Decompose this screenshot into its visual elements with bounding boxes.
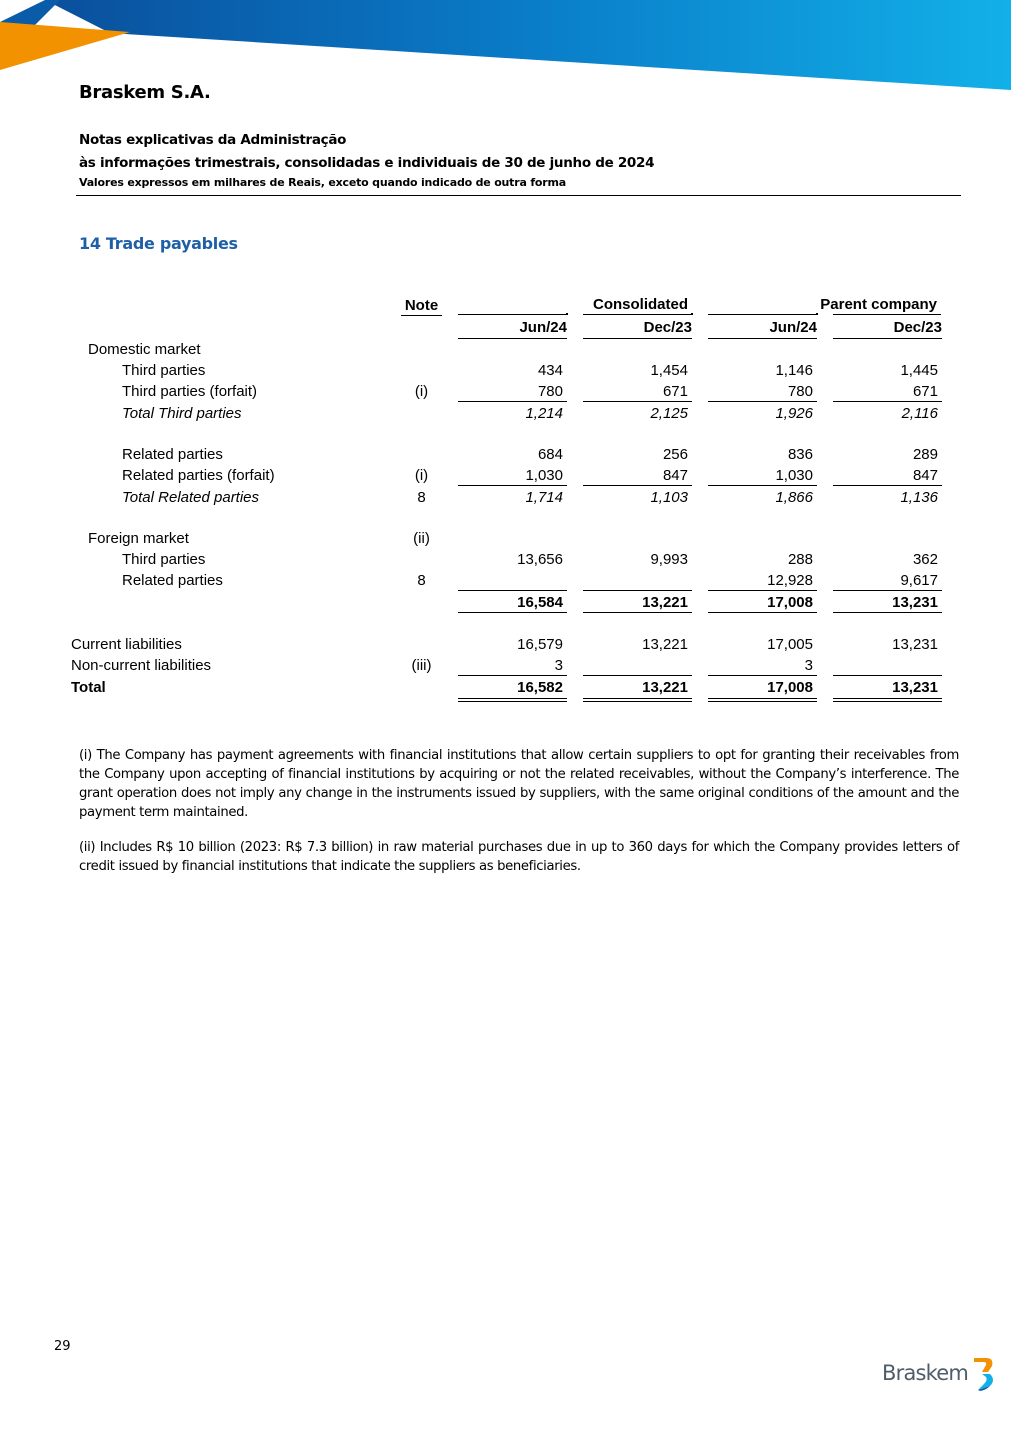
row-note: 8 [417, 489, 426, 506]
table-cell: 1,866 [775, 489, 813, 506]
table-cell: 13,231 [892, 636, 938, 653]
section-title: 14 Trade payables [79, 234, 238, 253]
rule [583, 338, 692, 339]
table-cell: 1,136 [900, 489, 938, 506]
header-divider [76, 195, 961, 196]
row-label-domestic-market: Domestic market [88, 341, 201, 358]
braskem-logo [882, 1356, 997, 1396]
rule [708, 675, 817, 676]
rule [833, 612, 942, 613]
rule [833, 675, 942, 676]
table-cell: 1,214 [525, 405, 563, 422]
row-note: (iii) [411, 657, 432, 674]
table-cell: 289 [912, 446, 938, 463]
double-rule [583, 698, 692, 702]
row-label: Third parties (forfait) [122, 383, 258, 400]
row-label-noncurrent-liabilities: Non-current liabilities [71, 657, 212, 674]
row-label: Related parties [122, 572, 223, 589]
row-note: (i) [414, 467, 429, 484]
table-cell: 362 [912, 551, 938, 568]
rule [401, 315, 442, 316]
table-cell: 1,926 [775, 405, 813, 422]
table-cell: 17,005 [767, 636, 813, 653]
consolidated-group-header: Consolidated [592, 296, 688, 313]
row-note: 8 [417, 572, 426, 589]
rule [833, 590, 942, 591]
row-label: Related parties (forfait) [122, 467, 275, 484]
table-cell: 684 [537, 446, 563, 463]
row-label-total: Total Related parties [122, 489, 260, 506]
rule [583, 401, 692, 402]
page-number: 29 [54, 1339, 71, 1354]
rule [458, 314, 566, 315]
table-cell: 1,714 [525, 489, 563, 506]
rule [708, 612, 817, 613]
table-cell: 1,030 [525, 467, 563, 484]
table-cell: 1,454 [650, 362, 688, 379]
table-cell: 1,445 [900, 362, 938, 379]
table-cell: 3 [554, 657, 563, 674]
col-header-cons-jun24: Jun/24 [519, 319, 567, 336]
rule [458, 612, 567, 613]
rule-dot [566, 313, 568, 315]
rule [583, 675, 692, 676]
rule [458, 401, 567, 402]
rule [458, 338, 567, 339]
table-cell: 847 [912, 467, 938, 484]
subtotal-cell: 13,231 [892, 594, 938, 611]
table-cell: 1,030 [775, 467, 813, 484]
table-cell: 780 [537, 383, 563, 400]
table-cell: 434 [537, 362, 563, 379]
rule [833, 338, 942, 339]
row-label: Third parties [122, 362, 206, 379]
table-cell: 2,116 [901, 405, 938, 422]
footnote-ii: (ii) Includes R$ 10 billion (2023: R$ 7.3 billion) in raw material purchases due in up to 360 days for which the Company provides letters of credit issued by financial institutions that indicate the suppliers as beneficiaries. [79, 840, 959, 874]
row-label-current-liabilities: Current liabilities [71, 636, 182, 653]
report-subtitle-1: Notas explicativas da Administração [79, 132, 347, 148]
rule [708, 401, 817, 402]
table-cell: 9,617 [900, 572, 938, 589]
rule [708, 485, 817, 486]
row-label-total: Total [71, 679, 106, 696]
rule [583, 485, 692, 486]
report-subtitle-2: às informações trimestrais, consolidadas e individuais de 30 de junho de 2024 [79, 155, 655, 171]
double-rule [458, 698, 567, 702]
table-cell: 671 [912, 383, 938, 400]
col-header-cons-dec23: Dec/23 [643, 319, 692, 336]
logo-text: Braskem [882, 1361, 969, 1385]
row-label-total: Total Third parties [122, 405, 242, 422]
rule [833, 485, 942, 486]
total-cell: 17,008 [767, 679, 813, 696]
table-cell: 847 [662, 467, 688, 484]
row-label: Related parties [122, 446, 223, 463]
rule-dot [691, 313, 693, 315]
logo-mark-icon [972, 1356, 996, 1392]
table-cell: 13,656 [517, 551, 563, 568]
row-label: Third parties [122, 551, 206, 568]
table-cell: 288 [787, 551, 813, 568]
double-rule [708, 698, 817, 702]
table-cell: 13,221 [642, 636, 688, 653]
table-cell: 2,125 [650, 405, 688, 422]
row-note: (i) [414, 383, 429, 400]
parent-company-group-header: Parent company [820, 296, 937, 313]
rule [708, 338, 817, 339]
rule [708, 590, 817, 591]
table-cell: 9,993 [650, 551, 688, 568]
table-cell: 780 [787, 383, 813, 400]
footnote-i: (i) The Company has payment agreements with financial institutions that allow certain suppliers to opt for granting their receivables from the Company upon accepting of financial institutions by acquiring or not the related receivables, without the Company’s interference. The grant operation does not imply any change in the instruments issued by suppliers, with the same original conditions of the amount and the payment term maintained. [79, 748, 959, 820]
rule-dot [816, 313, 818, 315]
col-header-parent-dec23: Dec/23 [893, 319, 942, 336]
subtotal-cell: 16,584 [517, 594, 563, 611]
table-cell: 836 [787, 446, 813, 463]
rule [458, 485, 567, 486]
row-note: (ii) [413, 530, 430, 547]
col-header-parent-jun24: Jun/24 [769, 319, 817, 336]
rule [458, 675, 567, 676]
subtotal-cell: 13,221 [642, 594, 688, 611]
double-rule [833, 698, 942, 702]
rule [583, 314, 691, 315]
rule [708, 314, 816, 315]
table-cell: 256 [662, 446, 688, 463]
rule [458, 590, 567, 591]
table-cell: 1,146 [775, 362, 813, 379]
table-cell: 671 [662, 383, 688, 400]
report-subtitle-3: Valores expressos em milhares de Reais, exceto quando indicado de outra forma [79, 176, 566, 189]
rule [833, 401, 942, 402]
rule [583, 612, 692, 613]
subtotal-cell: 17,008 [767, 594, 813, 611]
table-cell: 3 [804, 657, 813, 674]
total-cell: 16,582 [517, 679, 563, 696]
total-cell: 13,221 [642, 679, 688, 696]
total-cell: 13,231 [892, 679, 938, 696]
company-name: Braskem S.A. [79, 82, 211, 103]
rule [583, 590, 692, 591]
note-column-header: Note [404, 297, 439, 314]
table-cell: 1,103 [650, 489, 688, 506]
table-cell: 16,579 [517, 636, 563, 653]
table-cell: 12,928 [767, 572, 813, 589]
row-label-foreign-market: Foreign market [88, 530, 189, 547]
rule [833, 314, 941, 315]
